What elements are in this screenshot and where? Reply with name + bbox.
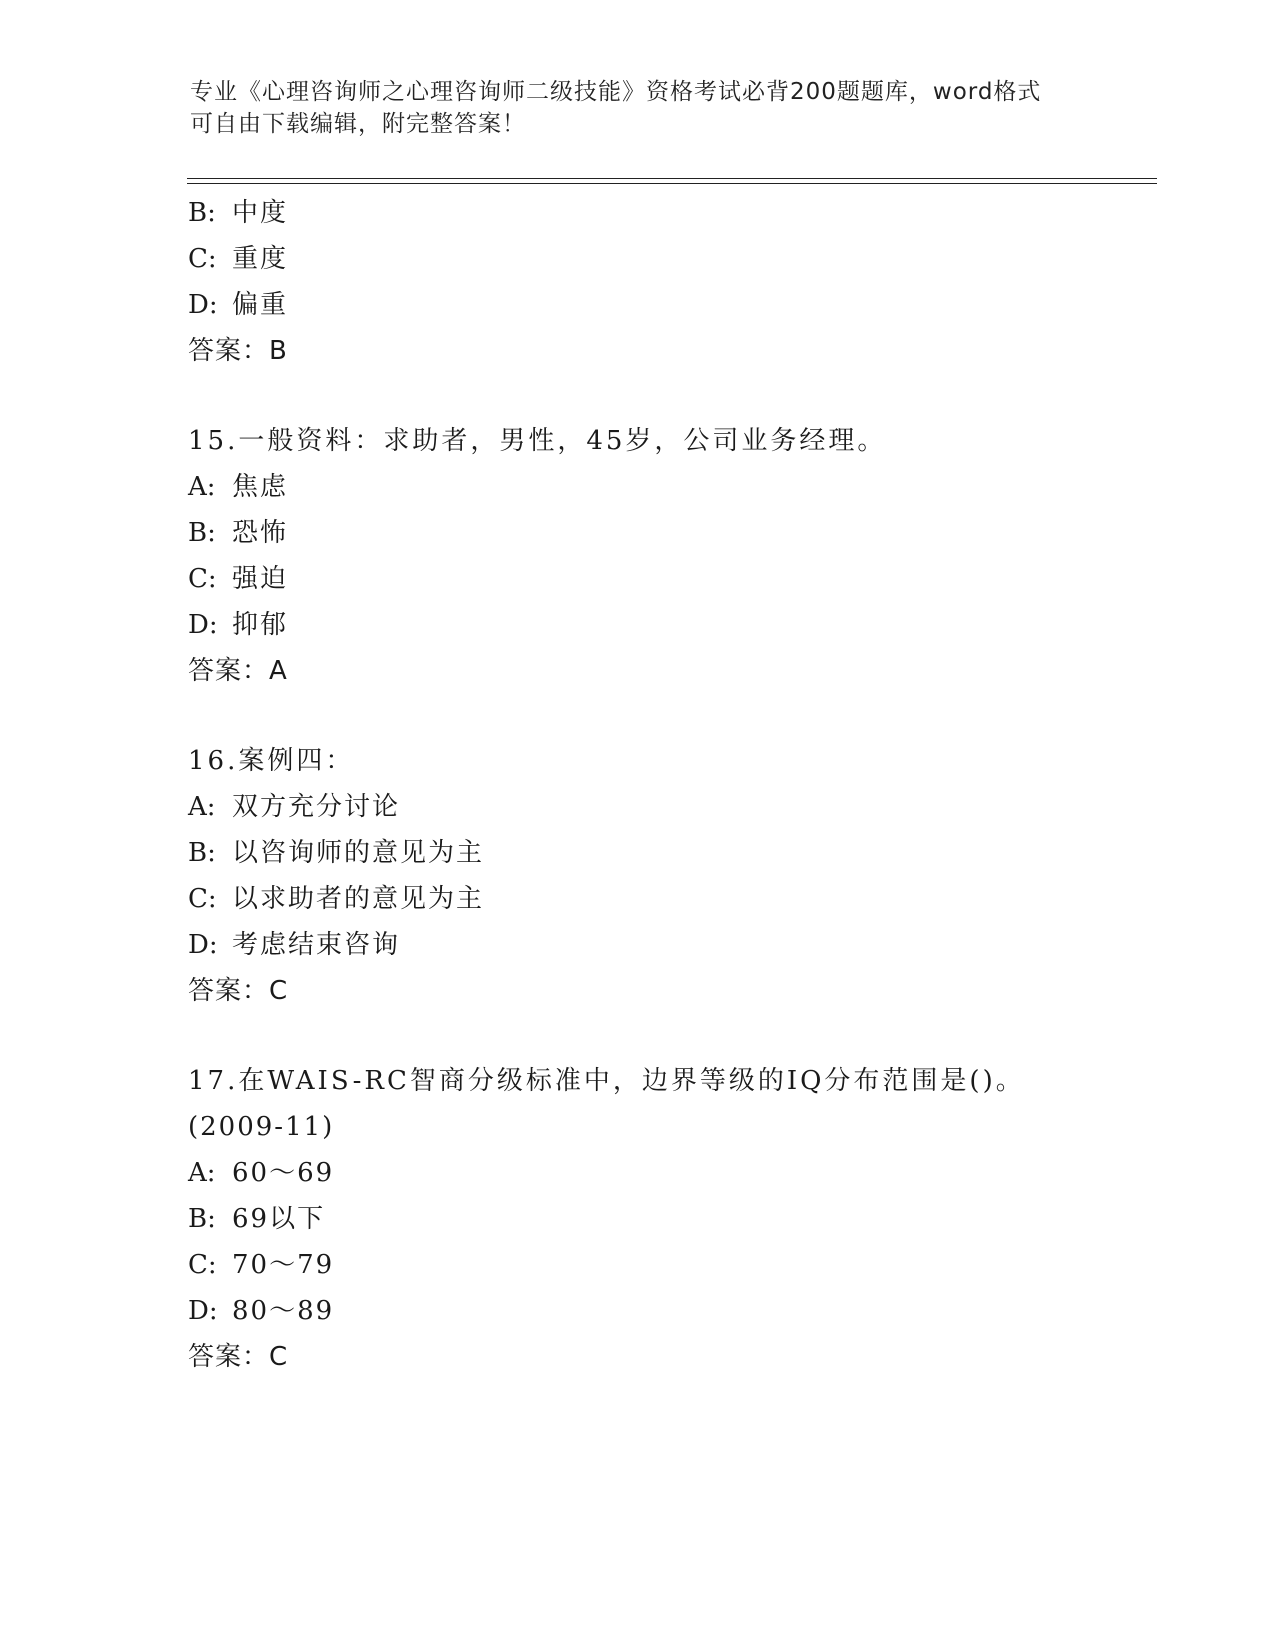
question-block-17 bbox=[188, 1058, 1148, 1380]
question-stem: 16.案例四： bbox=[188, 746, 355, 776]
option-text: 重度 bbox=[232, 244, 289, 274]
option-key: B: bbox=[188, 198, 216, 228]
option-text: 偏重 bbox=[232, 290, 289, 320]
option-key: C: bbox=[188, 884, 217, 914]
question-block-15 bbox=[188, 418, 1148, 694]
option-text: 80～89 bbox=[232, 1296, 335, 1326]
option-text: 抑郁 bbox=[232, 610, 289, 640]
option-c bbox=[188, 556, 1148, 602]
option-text: 以咨询师的意见为主 bbox=[232, 838, 485, 868]
question-block-14 bbox=[188, 190, 1148, 374]
header-divider-bottom bbox=[187, 183, 1157, 184]
option-key: B: bbox=[188, 518, 216, 548]
option-key: C: bbox=[188, 1250, 217, 1280]
option-key: A: bbox=[188, 472, 216, 502]
option-key: A: bbox=[188, 792, 216, 822]
question-stem-continued: (2009-11) bbox=[188, 1112, 335, 1142]
option-text: 双方充分讨论 bbox=[232, 792, 401, 822]
option-text: 以求助者的意见为主 bbox=[232, 884, 485, 914]
option-b bbox=[188, 1196, 1148, 1242]
option-a bbox=[188, 784, 1148, 830]
option-d bbox=[188, 602, 1148, 648]
option-text: 中度 bbox=[232, 198, 289, 228]
option-c bbox=[188, 876, 1148, 922]
answer-line: 答案：C bbox=[188, 976, 289, 1006]
answer-line: 答案：C bbox=[188, 1342, 289, 1372]
option-key: B: bbox=[188, 1204, 216, 1234]
option-b bbox=[188, 510, 1148, 556]
option-text: 60～69 bbox=[232, 1158, 335, 1188]
option-key: D: bbox=[188, 930, 218, 960]
option-text: 69以下 bbox=[232, 1204, 326, 1234]
option-text: 恐怖 bbox=[232, 518, 289, 548]
option-key: C: bbox=[188, 244, 217, 274]
option-b bbox=[188, 190, 1148, 236]
option-text: 70～79 bbox=[232, 1250, 335, 1280]
document-header bbox=[190, 76, 1090, 140]
option-key: D: bbox=[188, 610, 218, 640]
option-d bbox=[188, 282, 1148, 328]
option-text: 考虑结束咨询 bbox=[232, 930, 401, 960]
header-divider-top bbox=[187, 178, 1157, 179]
header-line-1: 专业《心理咨询师之心理咨询师二级技能》资格考试必背200题题库，word格式 bbox=[190, 79, 1042, 105]
option-text: 强迫 bbox=[232, 564, 289, 594]
option-key: D: bbox=[188, 1296, 218, 1326]
question-stem: 17.在WAIS-RC智商分级标准中，边界等级的IQ分布范围是()。 bbox=[188, 1066, 1025, 1096]
option-key: B: bbox=[188, 838, 216, 868]
option-a bbox=[188, 1150, 1148, 1196]
option-key: D: bbox=[188, 290, 218, 320]
option-key: A: bbox=[188, 1158, 216, 1188]
option-d bbox=[188, 922, 1148, 968]
question-stem: 15.一般资料：求助者，男性，45岁，公司业务经理。 bbox=[188, 426, 887, 456]
question-list bbox=[188, 190, 1148, 1380]
answer-line: 答案：B bbox=[188, 336, 288, 366]
answer-line: 答案：A bbox=[188, 656, 288, 686]
option-c bbox=[188, 236, 1148, 282]
option-d bbox=[188, 1288, 1148, 1334]
option-text: 焦虑 bbox=[232, 472, 289, 502]
option-b bbox=[188, 830, 1148, 876]
option-c bbox=[188, 1242, 1148, 1288]
question-block-16 bbox=[188, 738, 1148, 1014]
header-line-2: 可自由下载编辑，附完整答案！ bbox=[190, 111, 526, 137]
option-key: C: bbox=[188, 564, 217, 594]
option-a bbox=[188, 464, 1148, 510]
